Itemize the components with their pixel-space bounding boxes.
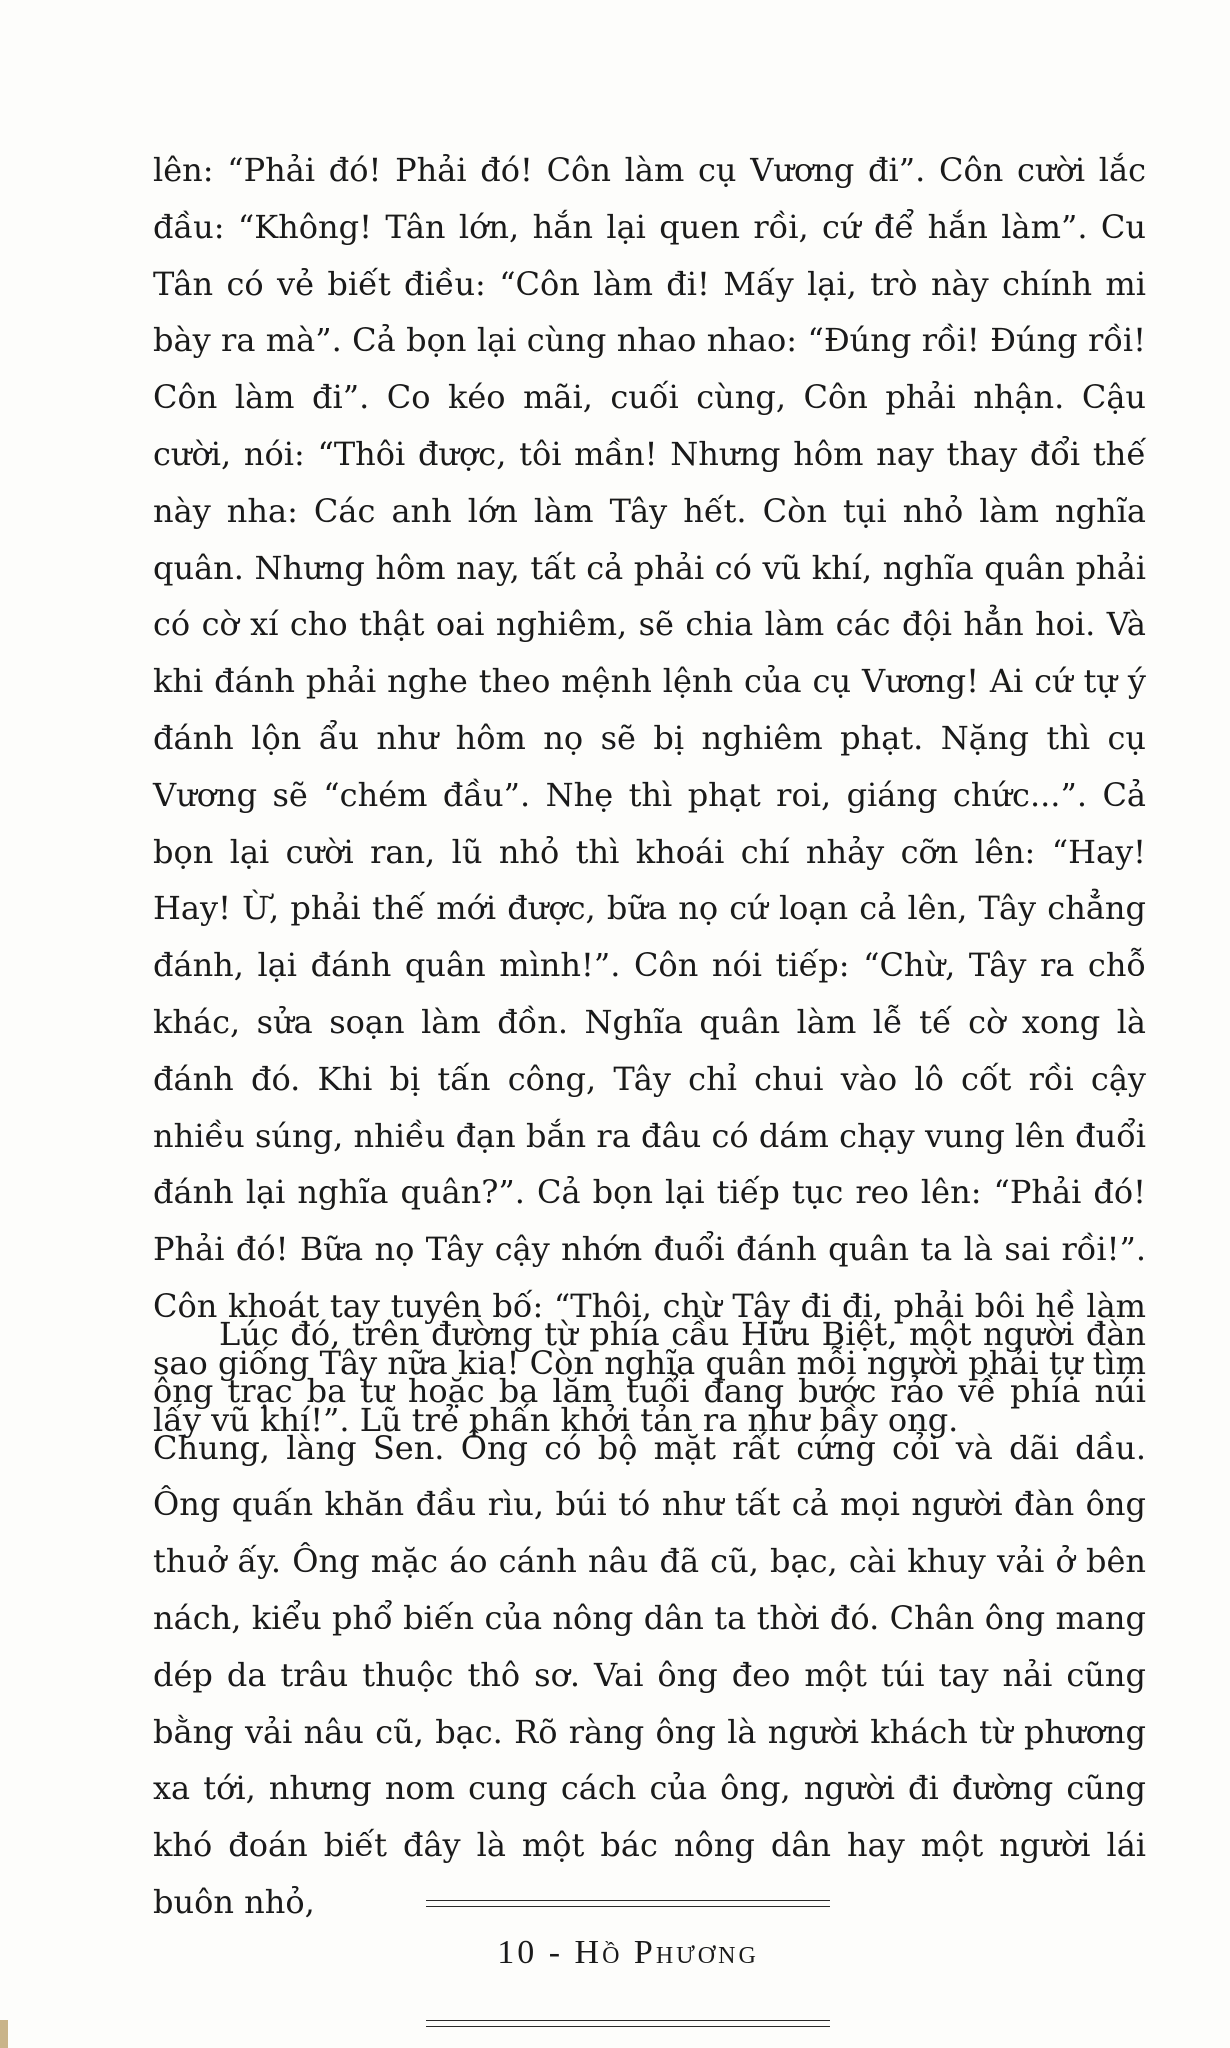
paragraph-text: lên: “Phải đó! Phải đó! Côn làm cụ Vương đi”. Côn cười lắc đầu: “Không! Tân lớn, hắn lại quen rồi, cứ để hắn làm”. Cu Tân có vẻ biết điều: “Côn làm đi! Mấy lại, trò này chính mi bày ra mà”. Cả bọn lại cùng nhao nhao: “Đúng rồi! Đúng rồi! Côn làm đi”. Co kéo mãi, cuối cùng, Côn phải nhận. Cậu cười, nói: “Thôi được, tôi mần! Nhưng hôm nay thay đổi thế này nha: Các anh lớn làm Tây hết. Còn tụi nhỏ làm nghĩa quân. Nhưng hôm nay, tất cả phải có vũ khí, nghĩa quân phải có cờ xí cho thật oai nghiêm, sẽ chia làm các đội hẳn hoi. Và khi đánh phải nghe theo mệnh lệnh của cụ Vương! Ai cứ tự ý đánh lộn ẩu như hôm nọ sẽ bị nghiêm phạt. Nặng thì cụ Vương sẽ “chém đầu”. Nhẹ thì phạt roi, giáng chức...”. Cả bọn lại cười ran, lũ nhỏ thì khoái chí nhảy cỡn lên: “Hay! Hay! Ừ, phải thế mới được, bữa nọ cứ loạn cả lên, Tây chẳng đánh, lại đánh quân mình!”. Côn nói tiếp: “Chừ, Tây ra chỗ khác, sửa soạn làm đồn. Nghĩa quân làm lễ tế cờ xong là đánh đó. Khi bị tấn công, Tây chỉ chui vào lô cốt rồi cậy nhiều súng, nhiều đạn bắn ra đâu có dám chạy vung lên đuổi đánh lại nghĩa quân?”. Cả bọn lại tiếp tục reo lên: “Phải đó! Phải đó! Bữa nọ Tây cậy nhớn đuổi đánh quân ta là sai rồi!”. Côn khoát tay tuyên bố: “Thôi, chừ Tây đi đi, phải bôi hề làm sao giống Tây nữa kia! Còn nghĩa quân mỗi người phải tự tìm lấy vũ khí!”. Lũ trẻ phấn khởi tản ra như bầy ong. [153, 151, 1146, 1439]
footer-rule-bottom [426, 2020, 830, 2021]
body-paragraph-2 [153, 1306, 1146, 1931]
paragraph-text: Lúc đó, trên đường từ phía cầu Hữu Biệt, một người đàn ông trạc ba tư hoặc ba lăm tuổi đang bước rảo về phía núi Chung, làng Sen. Ông có bộ mặt rất cứng cỏi và dãi dầu. Ông quấn khăn đầu rìu, búi tó như tất cả mọi người đàn ông thuở ấy. Ông mặc áo cánh nâu đã cũ, bạc, cài khuy vải ở bên nách, kiểu phổ biến của nông dân ta thời đó. Chân ông mang dép da trâu thuộc thô sơ. Vai ông đeo một túi tay nải cũng bằng vải nâu cũ, bạc. Rõ ràng ông là người khách từ phương xa tới, nhưng nom cung cách của ông, người đi đường cũng khó đoán biết đây là một bác nông dân hay một người lái buôn nhỏ, [153, 1315, 1146, 1921]
page-footer [426, 1900, 830, 2026]
footer-rule-top [426, 1900, 830, 1901]
body-paragraph-1 [153, 142, 1146, 1448]
page-edge-mark [0, 2020, 8, 2048]
page-number-author: 10 - Hồ Phương [497, 1934, 759, 1971]
footer-rule-bottom-thin [426, 2026, 830, 2027]
footer-rule-top-thin [426, 1906, 830, 1907]
